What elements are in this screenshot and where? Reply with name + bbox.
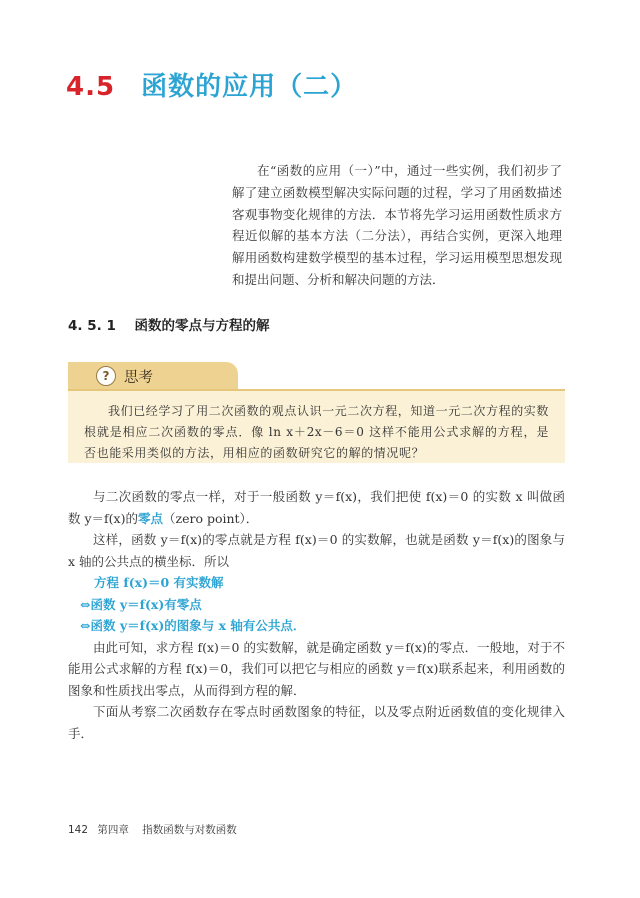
section-intro	[232, 160, 562, 291]
section-number: 4.5	[66, 72, 116, 102]
page-number: 142	[68, 824, 89, 836]
equivalence-line-1: 方程 f(x)＝0 有实数解	[94, 575, 224, 590]
zero-definition-paragraph	[68, 486, 565, 529]
body-text	[68, 486, 565, 744]
zero-point-english: （zero point）．	[162, 510, 259, 526]
solving-method-paragraph: 由此可知，求方程 f(x)＝0 的实数解，就是确定函数 y＝f(x)的零点．一般地，对于不能用公式求解的方程 f(x)＝0，我们可以把它与相应的函数 y＝f(x)联系起来，利用函数的图象和性质找出零点，从而得到方程的解．	[68, 639, 565, 698]
question-icon: ?	[96, 366, 116, 386]
equivalence-line-2: ⇔函数 y＝f(x)有零点	[80, 596, 202, 612]
chapter-label: 第四章	[97, 824, 129, 836]
page-footer	[68, 822, 237, 837]
section-heading	[66, 66, 357, 103]
think-tab	[68, 362, 238, 390]
subsection-heading	[68, 314, 270, 334]
think-label: 思考	[124, 369, 153, 386]
intro-paragraph: 在“函数的应用（一）”中，通过一些实例，我们初步了解了建立函数模型解决实际问题的过程，学习了用函数描述客观事物变化规律的方法．本节将先学习运用函数性质求方程近似解的基本方法（二分法），再结合实例，更深入地理解用函数构建数学模型的基本过程，学习运用模型思想发现和提出问题、分析和解决问题的方法．	[232, 163, 562, 287]
section-title: 函数的应用（二）	[141, 72, 358, 102]
think-box	[68, 389, 565, 463]
definition-text: 与二次函数的零点一样，对于一般函数 y＝f(x)，我们把使 f(x)＝0 的实数 x 叫做函数 y＝f(x)的	[68, 489, 565, 526]
zero-point-term: 零点	[137, 510, 163, 526]
think-text: 我们已经学习了用二次函数的观点认识一元二次方程，知道一元二次方程的实数根就是相应二次函数的零点．像 ln x＋2x－6＝0 这样不能用公式求解的方程，是否也能采用类似的方法，用相应的函数研究它的解的情况呢？	[84, 404, 550, 460]
chapter-title: 指数函数与对数函数	[142, 824, 237, 836]
next-topic-paragraph: 下面从考察二次函数存在零点时函数图象的特征，以及零点附近函数值的变化规律入手．	[68, 704, 565, 741]
zero-meaning-paragraph: 这样，函数 y＝f(x)的零点就是方程 f(x)＝0 的实数解，也就是函数 y＝f(x)的图象与 x 轴的公共点的横坐标．所以	[68, 532, 565, 569]
subsection-title: 函数的零点与方程的解	[134, 318, 270, 334]
subsection-number: 4. 5. 1	[68, 318, 116, 334]
equivalence-line-3: ⇔函数 y＝f(x)的图象与 x 轴有公共点．	[80, 618, 306, 633]
